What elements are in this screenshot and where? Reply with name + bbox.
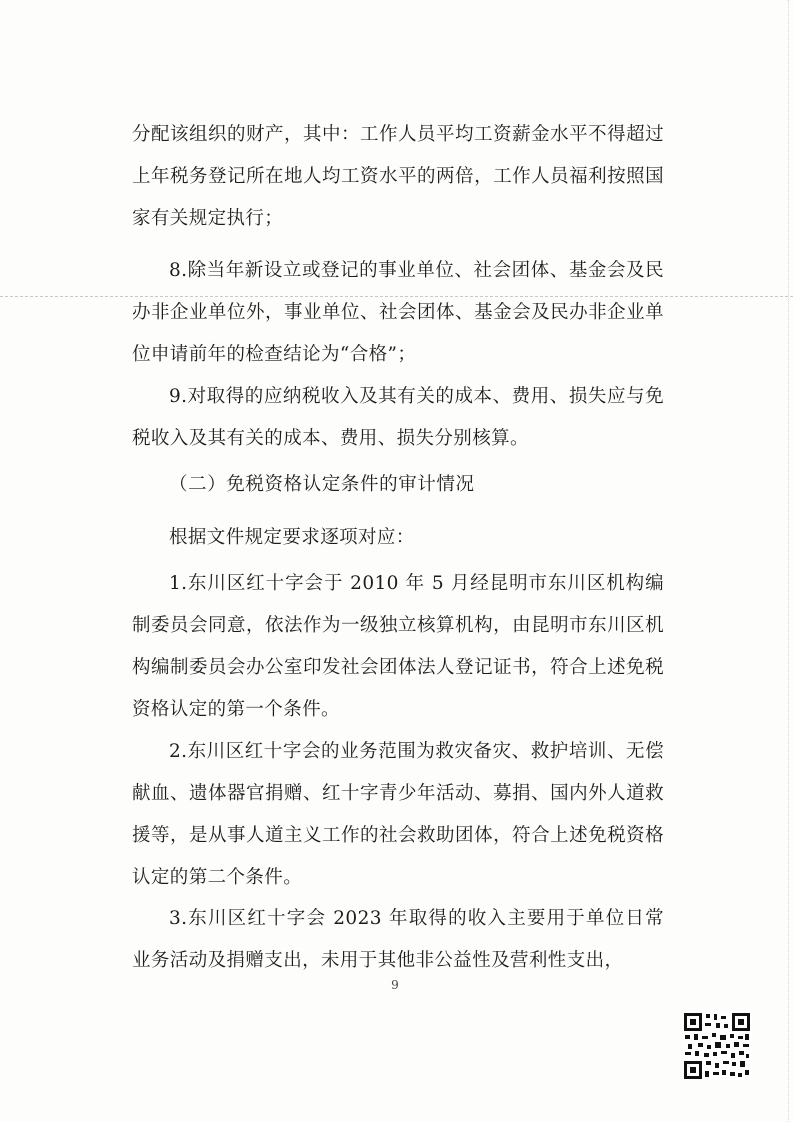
qr-code-icon	[682, 1011, 752, 1081]
section-heading: （二）免税资格认定条件的审计情况	[169, 474, 475, 495]
scan-edge-line	[788, 0, 790, 1122]
page-number: 9	[391, 978, 399, 992]
paragraph-item-1: 1.东川区红十字会于 2010 年 5 月经昆明市东川区机构编制委员会同意，依法作为一级独立核算机构，由昆明市东川区机构编制委员会办公室印发社会团体法人登记证书，符合上述免税资格认定的第一个条件。	[132, 573, 664, 720]
paragraph-item-3: 3.东川区红十字会 2023 年取得的收入主要用于单位日常业务活动及捐赠支出，未用于其他非公益性及营利性支出，	[132, 908, 664, 971]
paragraph-item-2: 2.东川区红十字会的业务范围为救灾备灾、救护培训、无偿献血、遗体器官捐赠、红十字青少年活动、募捐、国内外人道救援等，是从事人道主义工作的社会救助团体，符合上述免税资格认定的第二个条件。	[132, 741, 664, 888]
paragraph-intro: 根据文件规定要求逐项对应：	[169, 527, 415, 548]
paragraph-item-9: 9.对取得的应纳税收入及其有关的成本、费用、损失应与免税收入及其有关的成本、费用、损失分别核算。	[132, 386, 664, 449]
paragraph-continuation: 分配该组织的财产，其中：工作人员平均工资薪金水平不得超过上年税务登记所在地人均工资水平的两倍，工作人员福利按照国家有关规定执行；	[132, 124, 664, 229]
paragraph-item-8: 8.除当年新设立或登记的事业单位、社会团体、基金会及民办非企业单位外，事业单位、社会团体、基金会及民办非企业单位申请前年的检查结论为“合格”；	[132, 260, 664, 365]
